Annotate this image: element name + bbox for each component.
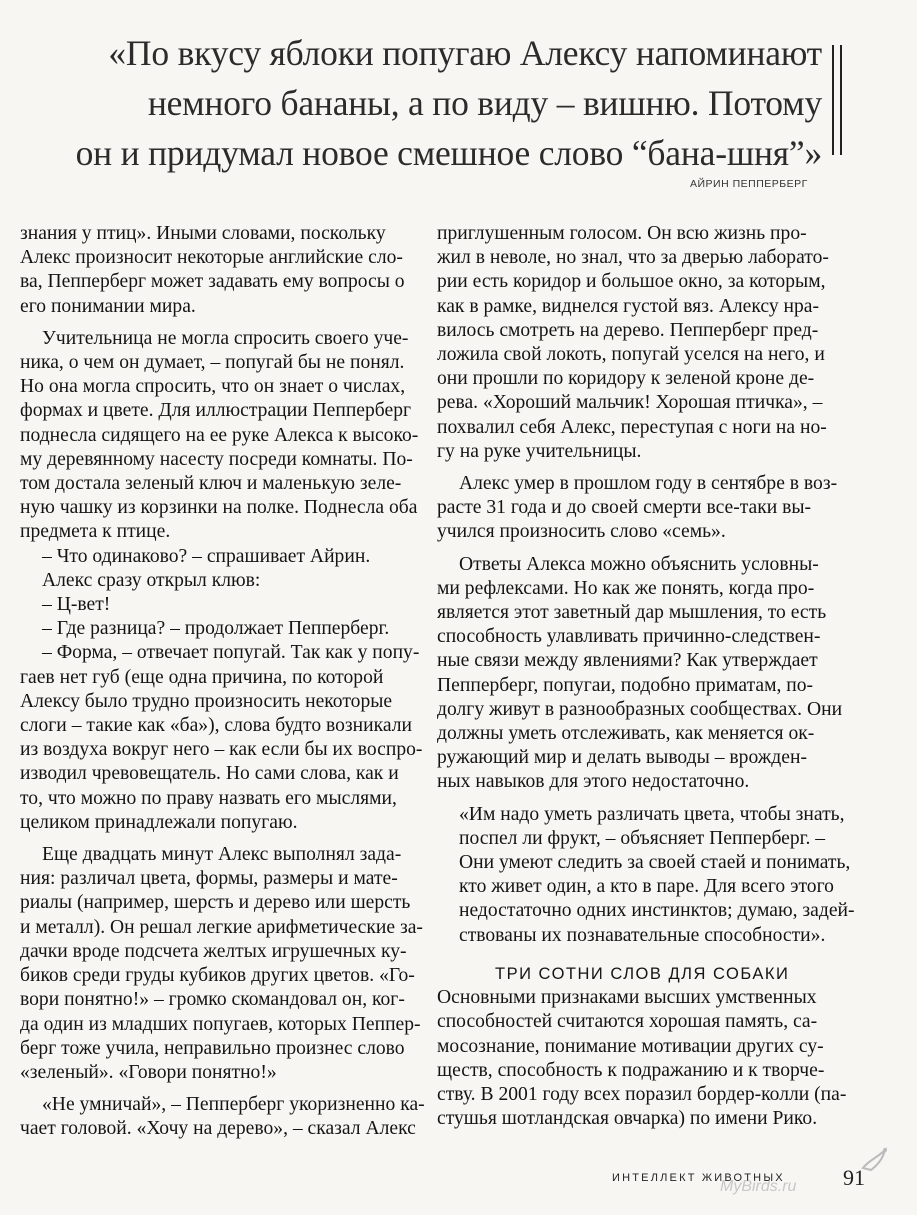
text-line: стушья шотландская овчарка) по имени Рико.: [437, 1108, 818, 1130]
text-line: – Что одинаково? – спрашивает Айрин.: [42, 545, 371, 567]
text-line: ника, о чем он думает, – попугай бы не понял.: [20, 352, 405, 374]
text-line: рии есть коридор и большое окно, за которым,: [437, 271, 826, 293]
text-line: является этот заветный дар мышления, то есть: [437, 602, 827, 624]
quote-rule: [840, 45, 842, 155]
text-line: Еще двадцать минут Алекс выполнял зада-: [42, 844, 402, 866]
text-line: Они умеют следить за своей стаей и понимать,: [459, 852, 851, 874]
right-column: [437, 222, 862, 1131]
text-line: вори понятно!» – громко скомандовал он, ког-: [20, 989, 405, 1011]
text-line: Но она могла спросить, что он знает о числах,: [20, 376, 406, 398]
text-line: ству. В 2001 году всех поразил бордер-колли (па-: [437, 1083, 847, 1105]
page-number: 91: [843, 1165, 865, 1190]
text-line: – Где разница? – продолжает Пепперберг.: [42, 618, 390, 640]
text-line: из воздуха вокруг него – как если бы их воспро-: [20, 739, 423, 761]
text-line: похвалил себя Алекс, переступая с ноги на но-: [437, 416, 827, 438]
text-line: – Форма, – отвечает попугай. Так как у попу-: [42, 642, 420, 664]
text-line: Учительница не могла спросить своего уче-: [42, 327, 409, 349]
text-line: риалы (например, шерсть и дерево или шерсть: [20, 892, 411, 914]
text-line: «зеленый». «Говори понятно!»: [20, 1061, 277, 1083]
text-line: ния: различал цвета, формы, размеры и мате-: [20, 868, 398, 890]
text-line: то, что можно по праву назвать его мыслями,: [20, 787, 397, 809]
bird-icon: [855, 1140, 895, 1180]
text-line: дачки вроде подсчета желтых игрушечных ку-: [20, 940, 407, 962]
text-line: ми рефлексами. Но как же понять, когда про-: [437, 577, 815, 599]
text-line: гаев нет губ (еще одна причина, по которой: [20, 666, 384, 688]
text-line: – Ц-вет!: [42, 594, 111, 616]
text-line: учился произносить слово «семь».: [437, 521, 726, 543]
text-line: «Им надо уметь различать цвета, чтобы знать,: [459, 803, 845, 825]
text-line: рева. «Хороший мальчик! Хорошая птичка», –: [437, 392, 823, 414]
quote-author: АЙРИН ПЕППЕРБЕРГ: [690, 178, 808, 190]
quote-rule: [832, 45, 834, 155]
text-line: долгу живут в разнообразных сообществах. Они: [437, 698, 843, 720]
text-line: целиком принадлежали попугаю.: [20, 811, 298, 833]
text-line: ствованы их познавательные способности».: [459, 924, 826, 946]
text-line: ную чашку из корзинки на полке. Поднесла оба: [20, 497, 418, 519]
text-line: Алекс произносит некоторые английские сло-: [20, 247, 403, 269]
text-line: и металл). Он решал легкие арифметические за-: [20, 916, 423, 938]
text-line: ществ, способность к подражанию и к творче-: [437, 1059, 825, 1081]
text-line: его понимании мира.: [20, 295, 196, 317]
text-line: Ответы Алекса можно объяснить условны-: [459, 553, 819, 575]
text-line: му деревянному насесту посреди комнаты. По-: [20, 448, 413, 470]
text-line: кто живет один, а кто в паре. Для всего этого: [459, 876, 834, 898]
running-footer: ИНТЕЛЛЕКТ ЖИВОТНЫХ: [612, 1172, 785, 1184]
text-line: расте 31 года и до своей смерти все-таки вы-: [437, 497, 812, 519]
quote-line: «По вкусу яблоки попугаю Алексу напоминают: [108, 33, 822, 73]
text-line: чает головой. «Хочу на дерево», – сказал Алекс: [20, 1118, 416, 1140]
text-line: Пепперберг, попугаи, подобно приматам, по-: [437, 674, 814, 696]
text-line: изводил чревовещатель. Но сами слова, как и: [20, 763, 399, 785]
text-line: поспел ли фрукт, – объясняет Пепперберг. –: [459, 827, 826, 849]
text-line: приглушенным голосом. Он всю жизнь про-: [437, 223, 807, 244]
text-line: должны уметь отслеживать, как меняется ок-: [437, 723, 815, 745]
text-line: Алексу было трудно произносить некоторые: [20, 690, 393, 712]
text-line: гу на руке учительницы.: [437, 440, 642, 462]
text-line: способность улавливать причинно-следствен-: [437, 626, 821, 648]
text-line: слоги – такие как «ба»), слова будто возникали: [20, 715, 412, 737]
pull-quote: [10, 28, 822, 178]
text-line: Алекс сразу открыл клюв:: [42, 569, 261, 591]
text-line: способностей считаются хорошая память, са-: [437, 1011, 818, 1033]
text-line: «Не умничай», – Пепперберг укоризненно ка-: [42, 1094, 425, 1116]
text-line: ные связи между явлениями? Как утверждает: [437, 650, 818, 672]
text-line: том достала зеленый ключ и маленькую зеле-: [20, 473, 402, 495]
text-line: ва, Пепперберг может задавать ему вопросы о: [20, 271, 405, 293]
section-heading: ТРИ СОТНИ СЛОВ ДЛЯ СОБАКИ: [495, 964, 790, 983]
text-line: берг тоже учила, неправильно произнес слово: [20, 1037, 405, 1059]
text-line: поднесла сидящего на ее руке Алекса к высоко-: [20, 424, 419, 446]
text-line: формах и цвете. Для иллюстрации Пепперберг: [20, 400, 412, 422]
text-line: Алекс умер в прошлом году в сентябре в воз-: [459, 473, 838, 495]
text-line: ружающий мир и делать выводы – врожден-: [437, 747, 807, 769]
text-line: биков среди груды кубиков других цветов. «Го-: [20, 965, 415, 987]
text-line: вилось смотреть на дерево. Пепперберг пред-: [437, 319, 819, 341]
text-line: ложила свой локоть, попугай уселся на него, и: [437, 344, 825, 366]
quote-line: немного бананы, а по виду – вишню. Потому: [147, 83, 822, 123]
text-line: они прошли по коридору к зеленой кроне де-: [437, 368, 815, 390]
text-line: Основными признаками высших умственных: [437, 987, 817, 1009]
text-line: ных навыков для этого недостаточно.: [437, 771, 750, 793]
quote-line: он и придумал новое смешное слово “бана-шня”»: [75, 133, 822, 173]
left-column: [20, 222, 430, 1142]
text-line: знания у птиц». Иными словами, поскольку: [20, 223, 386, 244]
text-line: предмета к птице.: [20, 521, 171, 543]
text-line: да один из младших попугаев, которых Пеппер-: [20, 1013, 421, 1035]
text-line: мосознание, понимание мотивации других су-: [437, 1035, 824, 1057]
text-line: как в рамке, виднелся густой вяз. Алексу нра-: [437, 295, 820, 317]
text-line: жил в неволе, но знал, что за дверью лаборато-: [437, 247, 829, 269]
text-line: недостаточно одних инстинктов; думаю, задей-: [459, 900, 855, 922]
watermark: MyBirds.ru: [720, 1178, 797, 1195]
